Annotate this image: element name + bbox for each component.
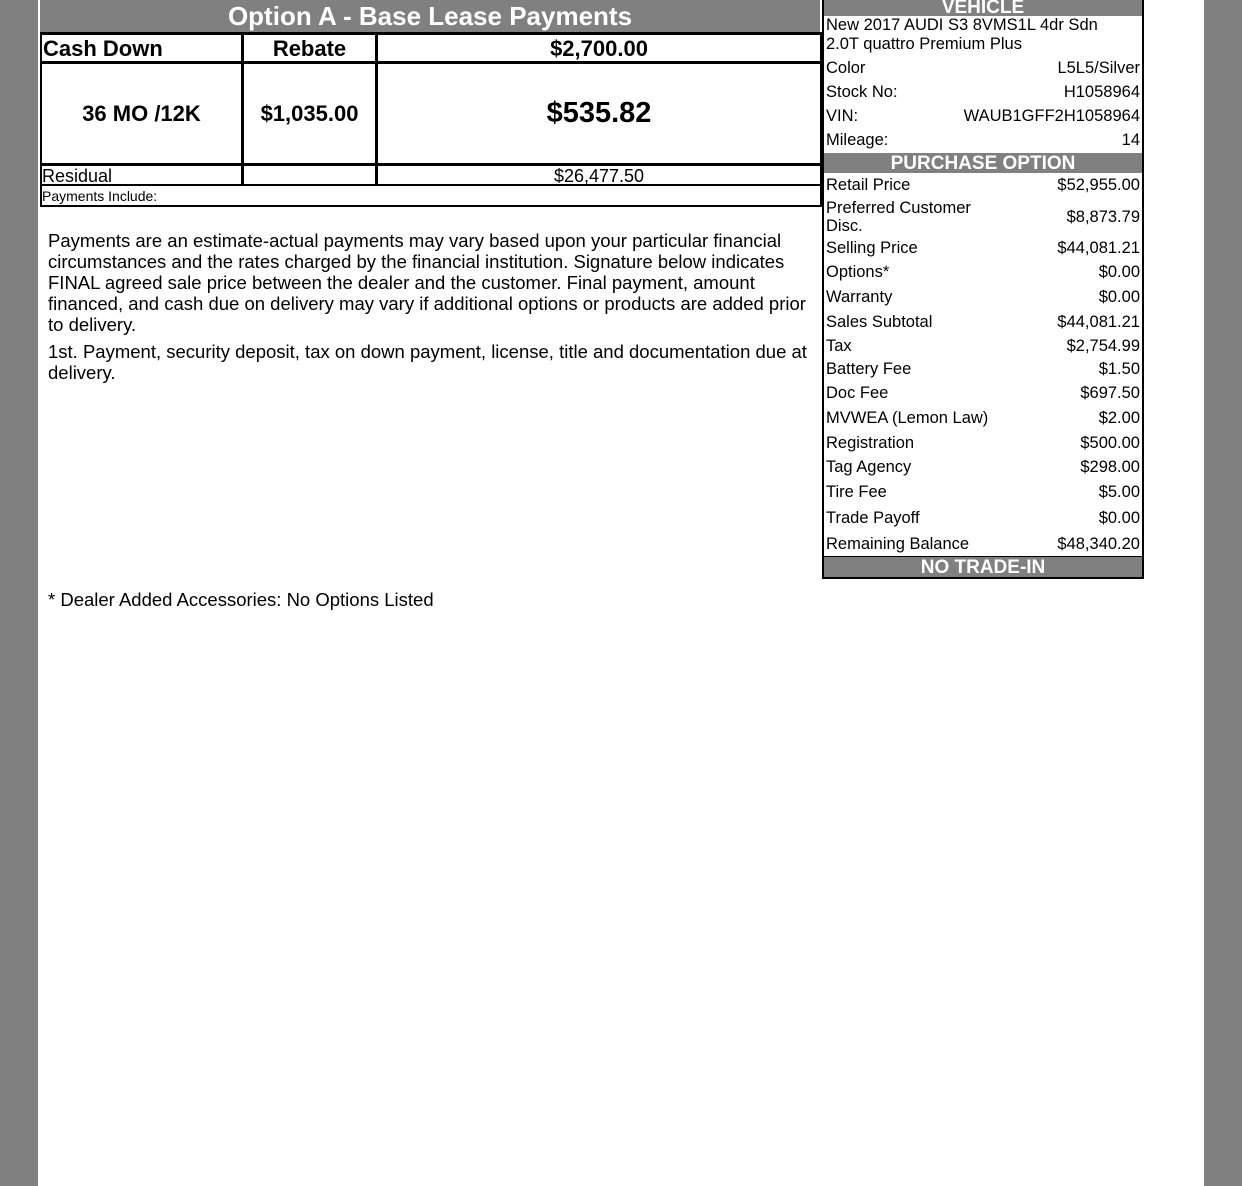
purchase-row-label: Preferred Customer Disc. [826,199,971,235]
purchase-row-value: $2.00 [1098,409,1140,427]
dealer-accessories-note: * Dealer Added Accessories: No Options Listed [48,589,434,610]
purchase-row-label: Tire Fee [826,483,887,501]
purchase-row [824,431,1142,455]
purchase-row-label: Sales Subtotal [826,312,933,331]
lease-title: Option A - Base Lease Payments [40,0,820,32]
disclaimer-paragraph-2: 1st. Payment, security deposit, tax on down payment, license, title and documentation due at delivery. [48,341,807,383]
purchase-row-value: $0.00 [1098,263,1140,281]
purchase-row-value: $44,081.21 [1057,238,1140,257]
purchase-row-label: Tag Agency [826,458,912,476]
purchase-row-label: Selling Price [826,238,918,257]
purchase-row-label: Retail Price [826,176,911,194]
purchase-row [824,285,1142,310]
rebate-value: $1,035.00 [260,101,359,126]
vehicle-header: VEHICLE [824,0,1142,16]
purchase-row [824,381,1142,406]
purchase-row-value: $52,955.00 [1057,176,1140,194]
purchase-row-label: Doc Fee [826,384,889,402]
vehicle-row-label: VIN: [826,106,859,125]
vehicle-row-label: Color [826,58,866,77]
purchase-row-label: MVWEA (Lemon Law) [826,409,989,427]
purchase-row-label: Warranty [826,288,893,306]
purchase-row [824,358,1142,381]
purchase-row-label: Registration [826,433,915,452]
vehicle-row-stock [824,80,1142,104]
purchase-row-label: Battery Fee [826,360,912,378]
purchase-row [824,198,1142,236]
vehicle-row-label: Stock No: [826,82,898,101]
lease-term: 36 MO /12K [82,101,201,126]
purchase-row-label: Options* [826,263,890,281]
vehicle-description-line-1: New 2017 AUDI S3 8VMS1L 4dr Sdn [826,16,1098,34]
vehicle-description [824,16,1142,56]
purchase-row-value: $44,081.21 [1057,312,1140,331]
vehicle-row-value: 14 [1121,131,1140,149]
disclaimer-paragraph-1: Payments are an estimate-actual payments may vary based upon your particular financial circumstances and the rates charged by the financial institution. Signature below indicates FINAL agreed sale price between the dealer and the customer. Final payment, amount financed, and cash due on delivery may vary if additional options or products are added prior to delivery. [48,230,806,335]
vehicle-row-value: WAUB1GFF2H1058964 [963,106,1140,125]
rebate-label: Rebate [272,36,347,61]
vehicle-panel [822,0,1144,579]
cash-down-label: Cash Down [43,36,163,61]
purchase-row [824,236,1142,260]
residual-value: $26,477.50 [553,166,645,186]
no-trade-in-footer: NO TRADE-IN [824,556,1142,579]
vehicle-row-label: Mileage: [826,131,889,149]
purchase-row-label: Remaining Balance [826,534,970,553]
purchase-row-value: $0.00 [1098,509,1140,527]
vehicle-description-line-2: 2.0T quattro Premium Plus [826,35,1022,53]
purchase-row-value: $2,754.99 [1066,336,1140,355]
document-page [38,0,1204,1186]
purchase-row [824,310,1142,334]
purchase-row-value: $8,873.79 [1066,207,1140,226]
vehicle-row-value: H1058964 [1063,82,1140,101]
purchase-row [824,505,1142,532]
vehicle-row-value: L5L5/Silver [1057,58,1140,77]
purchase-row [824,480,1142,505]
vehicle-row-color [824,56,1142,80]
vehicle-row-mileage [824,128,1142,153]
purchase-row [824,455,1142,480]
purchase-row-value: $0.00 [1098,288,1140,306]
purchase-row-remaining-balance [824,532,1142,556]
monthly-payment: $535.82 [546,97,652,129]
purchase-row-value: $298.00 [1080,458,1140,476]
purchase-row [824,173,1142,198]
purchase-row-value: $5.00 [1098,483,1140,501]
purchase-row-label: Trade Payoff [826,509,920,527]
purchase-row [824,334,1142,358]
lease-rule-bottom [40,205,822,207]
purchase-row-label: Tax [826,336,852,355]
cash-down-value: $2,700.00 [550,36,648,61]
payments-include-label: Payments Include: [42,188,158,204]
purchase-row-value: $500.00 [1080,433,1140,452]
purchase-row [824,260,1142,285]
purchase-row [824,406,1142,431]
vehicle-row-vin [824,104,1142,128]
purchase-row-value: $1.50 [1098,360,1140,378]
purchase-row-value: $48,340.20 [1057,534,1140,553]
lease-rule-top [40,32,822,35]
purchase-row-value: $697.50 [1080,384,1140,402]
residual-label: Residual [42,166,113,186]
purchase-option-header: PURCHASE OPTION [824,153,1142,173]
